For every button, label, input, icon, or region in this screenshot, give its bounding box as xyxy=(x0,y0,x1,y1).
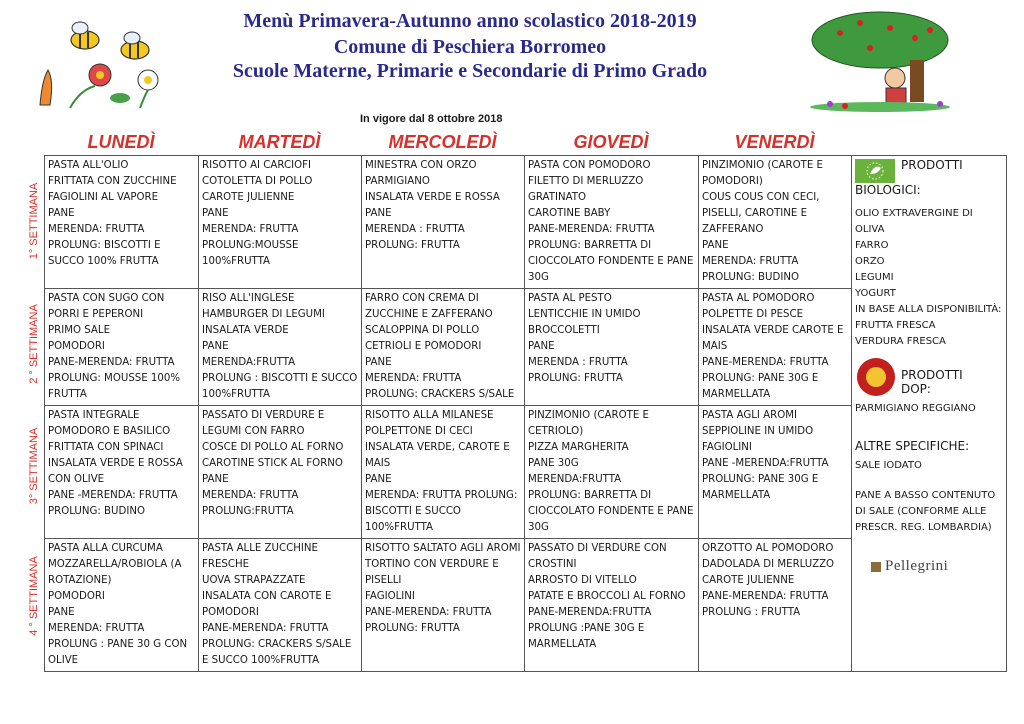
menu-item-line: HAMBURGER DI LEGUMI xyxy=(202,309,325,320)
weekly-menu-table xyxy=(44,155,1007,672)
menu-item-line: FARRO xyxy=(855,240,889,251)
week-label: 4 ° SETTIMANA xyxy=(28,556,40,636)
menu-item-line: COTOLETTA DI POLLO xyxy=(202,176,313,187)
menu-item-line: LEGUMI xyxy=(855,272,894,283)
menu-item-line: PANE xyxy=(48,208,75,219)
menu-cell xyxy=(699,156,852,289)
menu-item-line: PANE 30G xyxy=(528,458,579,469)
menu-item-line: INSALATA VERDE CAROTE E MAIS xyxy=(702,325,844,352)
menu-item-line: FARRO CON CREMA DI ZUCCHINE E ZAFFERANO xyxy=(365,293,493,320)
menu-item-line: PASTA ALLE ZUCCHINE FRESCHE xyxy=(202,543,318,570)
menu-item-line: PROLUNG: FRUTTA xyxy=(528,373,623,384)
menu-item-line: FRITTATA CON ZUCCHINE xyxy=(48,176,177,187)
other-item: PANE A BASSO CONTENUTO DI SALE (CONFORME ALLE PRESCR. REG. LOMBARDIA) xyxy=(855,490,996,533)
menu-item-line: PARMIGIANO REGGIANO xyxy=(855,403,976,414)
menu-item-line: INSALATA VERDE E ROSSA xyxy=(365,192,500,203)
menu-cell xyxy=(199,156,362,289)
menu-item-line: PROLUNG: BUDINO xyxy=(48,506,145,517)
menu-item-line: MINESTRA CON ORZO xyxy=(365,160,477,171)
menu-cell xyxy=(525,289,699,406)
menu-item-line: PROLUNG:MOUSSE 100%FRUTTA xyxy=(202,240,299,267)
menu-item-line: DADOLADA DI MERLUZZO xyxy=(702,559,835,570)
menu-cell xyxy=(45,406,199,539)
menu-item-line: MERENDA:FRUTTA xyxy=(528,474,622,485)
menu-item-line: PATATE E BROCCOLI AL FORNO xyxy=(528,591,686,602)
menu-item-line: MERENDA : FRUTTA xyxy=(365,224,465,235)
menu-item-line: ARROSTO DI VITELLO xyxy=(528,575,637,586)
menu-item-line: PASTA INTEGRALE xyxy=(48,410,140,421)
menu-item-line: PANE-MERENDA: FRUTTA xyxy=(702,591,829,602)
menu-item-line: RISOTTO ALLA MILANESE xyxy=(365,410,494,421)
menu-cell xyxy=(362,539,525,672)
menu-item-line: MERENDA:FRUTTA xyxy=(202,357,296,368)
menu-cell xyxy=(362,406,525,539)
menu-item-line: PROLUNG:FRUTTA xyxy=(202,506,294,517)
menu-item-line: PASTA AGLI AROMI xyxy=(702,410,798,421)
menu-item-line: MERENDA: FRUTTA xyxy=(202,490,299,501)
menu-item-line: PANE-MERENDA:FRUTTA xyxy=(528,607,652,618)
menu-item-line: FRITTATA CON SPINACI xyxy=(48,442,164,453)
menu-cell xyxy=(199,406,362,539)
pellegrini-logo: Pellegrini xyxy=(871,558,1003,574)
menu-item-line: MERENDA : FRUTTA xyxy=(528,357,628,368)
menu-item-line: PANE xyxy=(202,474,229,485)
menu-item-line: PANE xyxy=(202,208,229,219)
menu-item-line: CAROTE JULIENNE xyxy=(702,575,795,586)
menu-item-line: SCALOPPINA DI POLLO xyxy=(365,325,480,336)
menu-item-line: PROLUNG: FRUTTA xyxy=(365,240,460,251)
menu-item-line: FRUTTA FRESCA xyxy=(855,320,936,331)
menu-item-line: INSALATA VERDE E ROSSA CON OLIVE xyxy=(48,458,183,485)
menu-item-line: POLPETTONE DI CECI xyxy=(365,426,473,437)
menu-item-line: RISO ALL'INGLESE xyxy=(202,293,295,304)
week-label: 1° SETTIMANA xyxy=(28,182,40,260)
menu-item-line: PANE -MERENDA:FRUTTA xyxy=(702,458,829,469)
menu-item-line: MERENDA: FRUTTA xyxy=(202,224,299,235)
menu-item-line: PASTA CON SUGO CON PORRI E PEPERONI xyxy=(48,293,165,320)
menu-item-line: PANE xyxy=(202,341,229,352)
menu-item-line: PANE-MERENDA: FRUTTA xyxy=(202,623,329,634)
day-header-monday: LUNEDÌ xyxy=(87,132,155,152)
menu-item-line: YOGURT xyxy=(855,288,896,299)
menu-item-line: PASSATO DI VERDURE CON CROSTINI xyxy=(528,543,667,570)
day-header-tuesday: MARTEDÌ xyxy=(238,132,321,152)
menu-cell xyxy=(199,539,362,672)
menu-item-line: LENTICCHIE IN UMIDO xyxy=(528,309,641,320)
menu-cell xyxy=(199,289,362,406)
menu-item-line: OLIO EXTRAVERGINE DI OLIVA xyxy=(855,208,973,235)
menu-item-line: PROLUNG: CRACKERS S/SALE E SUCCO 100%FRUTTA xyxy=(202,639,352,666)
menu-item-line: COSCE DI POLLO AL FORNO xyxy=(202,442,344,453)
menu-item-line: PARMIGIANO xyxy=(365,176,430,187)
other-item: SALE IODATO xyxy=(855,460,922,471)
menu-item-line: PANE-MERENDA: FRUTTA xyxy=(528,224,655,235)
menu-item-line: FAGIOLINI xyxy=(702,442,752,453)
menu-item-line: PANE -MERENDA: FRUTTA xyxy=(48,490,178,501)
menu-item-line: PROLUNG : FRUTTA xyxy=(702,607,801,618)
menu-item-line: ORZOTTO AL POMODORO xyxy=(702,543,834,554)
menu-item-line: RISOTTO AI CARCIOFI xyxy=(202,160,311,171)
menu-item-line: PASTA AL PESTO xyxy=(528,293,612,304)
menu-item-line: PANE xyxy=(365,208,392,219)
week-label: 3° SETTIMANA xyxy=(28,427,40,505)
menu-item-line: POLPETTE DI PESCE xyxy=(702,309,804,320)
day-header-wednesday: MERCOLEDÌ xyxy=(388,132,497,152)
menu-item-line: PASTA AL POMODORO xyxy=(702,293,815,304)
menu-item-line: PINZIMONIO (CAROTE E CETRIOLO) xyxy=(528,410,649,437)
day-header-friday: VENERDÌ xyxy=(734,132,815,152)
other-section xyxy=(855,439,1003,536)
menu-item-line: PANE xyxy=(528,341,555,352)
menu-item-line: PROLUNG : BISCOTTI E SUCCO 100%FRUTTA xyxy=(202,373,358,400)
menu-item-line: PIZZA MARGHERITA xyxy=(528,442,629,453)
menu-item-line: VERDURA FRESCA xyxy=(855,336,946,347)
municipality-title: Comune di Peschiera Borromeo xyxy=(333,36,607,58)
menu-item-line: POMODORI xyxy=(48,591,105,602)
bio-section xyxy=(855,158,1003,350)
brand-mark-icon xyxy=(871,562,881,572)
child-under-tree-icon xyxy=(800,8,955,113)
menu-item-line: MERENDA: FRUTTA PROLUNG: BISCOTTI E SUCCO 100%FRUTTA xyxy=(365,490,518,533)
menu-item-line: ORZO xyxy=(855,256,885,267)
bees-and-flowers-icon xyxy=(20,10,170,110)
menu-item-line: PANE xyxy=(365,357,392,368)
menu-item-line: PANE-MERENDA: FRUTTA xyxy=(48,357,175,368)
menu-item-line: PROLUNG: BISCOTTI E SUCCO 100% FRUTTA xyxy=(48,240,161,267)
menu-cell xyxy=(699,406,852,539)
menu-item-line: INSALATA CON CAROTE E POMODORI xyxy=(202,591,332,618)
menu-item-line: CETRIOLI E POMODORI xyxy=(365,341,482,352)
menu-item-line: FAGIOLINI AL VAPORE xyxy=(48,192,159,203)
menu-item-line: PROLUNG: CRACKERS S/SALE xyxy=(365,389,515,400)
menu-item-line: INSALATA VERDE, CAROTE E MAIS xyxy=(365,442,510,469)
menu-cell xyxy=(45,289,199,406)
menu-item-line: TORTINO CON VERDURE E PISELLI xyxy=(365,559,499,586)
menu-item-line: PROLUNG: BARRETTA DI CIOCCOLATO FONDENTE E PANE 30G xyxy=(528,490,694,533)
menu-item-line: PANE xyxy=(48,607,75,618)
dop-title: PRODOTTI DOP: xyxy=(901,368,963,396)
menu-item-line: PROLUNG: PANE 30G E MARMELLATA xyxy=(702,373,819,400)
menu-item-line: PANE xyxy=(365,474,392,485)
menu-item-line: POMODORO E BASILICO xyxy=(48,426,171,437)
menu-item-line: RISOTTO SALTATO AGLI AROMI xyxy=(365,543,521,554)
menu-item-line: PROLUNG :PANE 30G E MARMELLATA xyxy=(528,623,645,650)
menu-cell xyxy=(45,156,199,289)
menu-item-line: PANE xyxy=(702,240,729,251)
menu-item-line: CAROTINE STICK AL FORNO xyxy=(202,458,343,469)
menu-item-line: PROLUNG: FRUTTA xyxy=(365,623,460,634)
info-sidebar xyxy=(852,156,1007,672)
menu-item-line: MERENDA: FRUTTA xyxy=(702,256,799,267)
menu-item-line: COUS COUS CON CECI, PISELLI, CAROTINE E ZAFFERANO xyxy=(702,192,820,235)
menu-item-line: PASSATO DI VERDURE E LEGUMI CON FARRO xyxy=(202,410,325,437)
menu-item-line: PROLUNG : PANE 30 G CON OLIVE xyxy=(48,639,188,666)
schools-title: Scuole Materne, Primarie e Secondarie di Primo Grado xyxy=(232,60,708,82)
menu-item-line: PROLUNG: MOUSSE 100% FRUTTA xyxy=(48,373,181,400)
menu-item-line: PROLUNG: PANE 30G E MARMELLATA xyxy=(702,474,819,501)
menu-cell xyxy=(362,289,525,406)
menu-cell xyxy=(45,539,199,672)
menu-cell xyxy=(699,539,852,672)
menu-item-line: PROLUNG: BUDINO xyxy=(702,272,799,283)
menu-item-line: CAROTINE BABY xyxy=(528,208,611,219)
menu-cell xyxy=(525,539,699,672)
menu-item-line: IN BASE ALLA DISPONIBILITÀ: xyxy=(855,304,1002,315)
menu-item-line: SEPPIOLINE IN UMIDO xyxy=(702,426,814,437)
menu-item-line: BROCCOLETTI xyxy=(528,325,600,336)
week-label: 2 ° SETTIMANA xyxy=(28,304,40,384)
menu-cell xyxy=(699,289,852,406)
day-header-thursday: GIOVEDÌ xyxy=(573,132,649,152)
validity-date: In vigore dal 8 ottobre 2018 xyxy=(360,113,503,125)
menu-item-line: PINZIMONIO (CAROTE E POMODORI) xyxy=(702,160,823,187)
menu-cell xyxy=(525,406,699,539)
menu-item-line: PASTA CON POMODORO xyxy=(528,160,651,171)
menu-item-line: UOVA STRAPAZZATE xyxy=(202,575,306,586)
menu-cell xyxy=(362,156,525,289)
menu-item-line: PRIMO SALE xyxy=(48,325,111,336)
menu-item-line: MERENDA: FRUTTA xyxy=(48,224,145,235)
menu-item-line: PANE-MERENDA: FRUTTA xyxy=(702,357,829,368)
other-title: ALTRE SPECIFICHE: xyxy=(855,439,970,453)
dop-seal-icon xyxy=(857,358,895,396)
eu-organic-leaf-icon xyxy=(855,159,895,183)
week-row xyxy=(45,156,1007,289)
menu-item-line: INSALATA VERDE xyxy=(202,325,289,336)
dop-section xyxy=(855,358,1003,417)
menu-item-line: MOZZARELLA/ROBIOLA (A ROTAZIONE) xyxy=(48,559,182,586)
menu-item-line: PROLUNG: BARRETTA DI CIOCCOLATO FONDENTE E PANE 30G xyxy=(528,240,694,283)
menu-item-line: PASTA ALL'OLIO xyxy=(48,160,129,171)
menu-item-line: PASTA ALLA CURCUMA xyxy=(48,543,163,554)
menu-item-line: MERENDA: FRUTTA xyxy=(365,373,462,384)
menu-item-line: PANE-MERENDA: FRUTTA xyxy=(365,607,492,618)
menu-cell xyxy=(525,156,699,289)
menu-item-line: POMODORI xyxy=(48,341,105,352)
menu-item-line: MERENDA: FRUTTA xyxy=(48,623,145,634)
menu-item-line: FAGIOLINI xyxy=(365,591,415,602)
menu-title: Menù Primavera-Autunno anno scolastico 2018-2019 xyxy=(243,10,697,32)
menu-item-line: FILETTO DI MERLUZZO GRATINATO xyxy=(528,176,644,203)
menu-item-line: CAROTE JULIENNE xyxy=(202,192,295,203)
bio-title: PRODOTTI BIOLOGICI: xyxy=(855,158,963,197)
